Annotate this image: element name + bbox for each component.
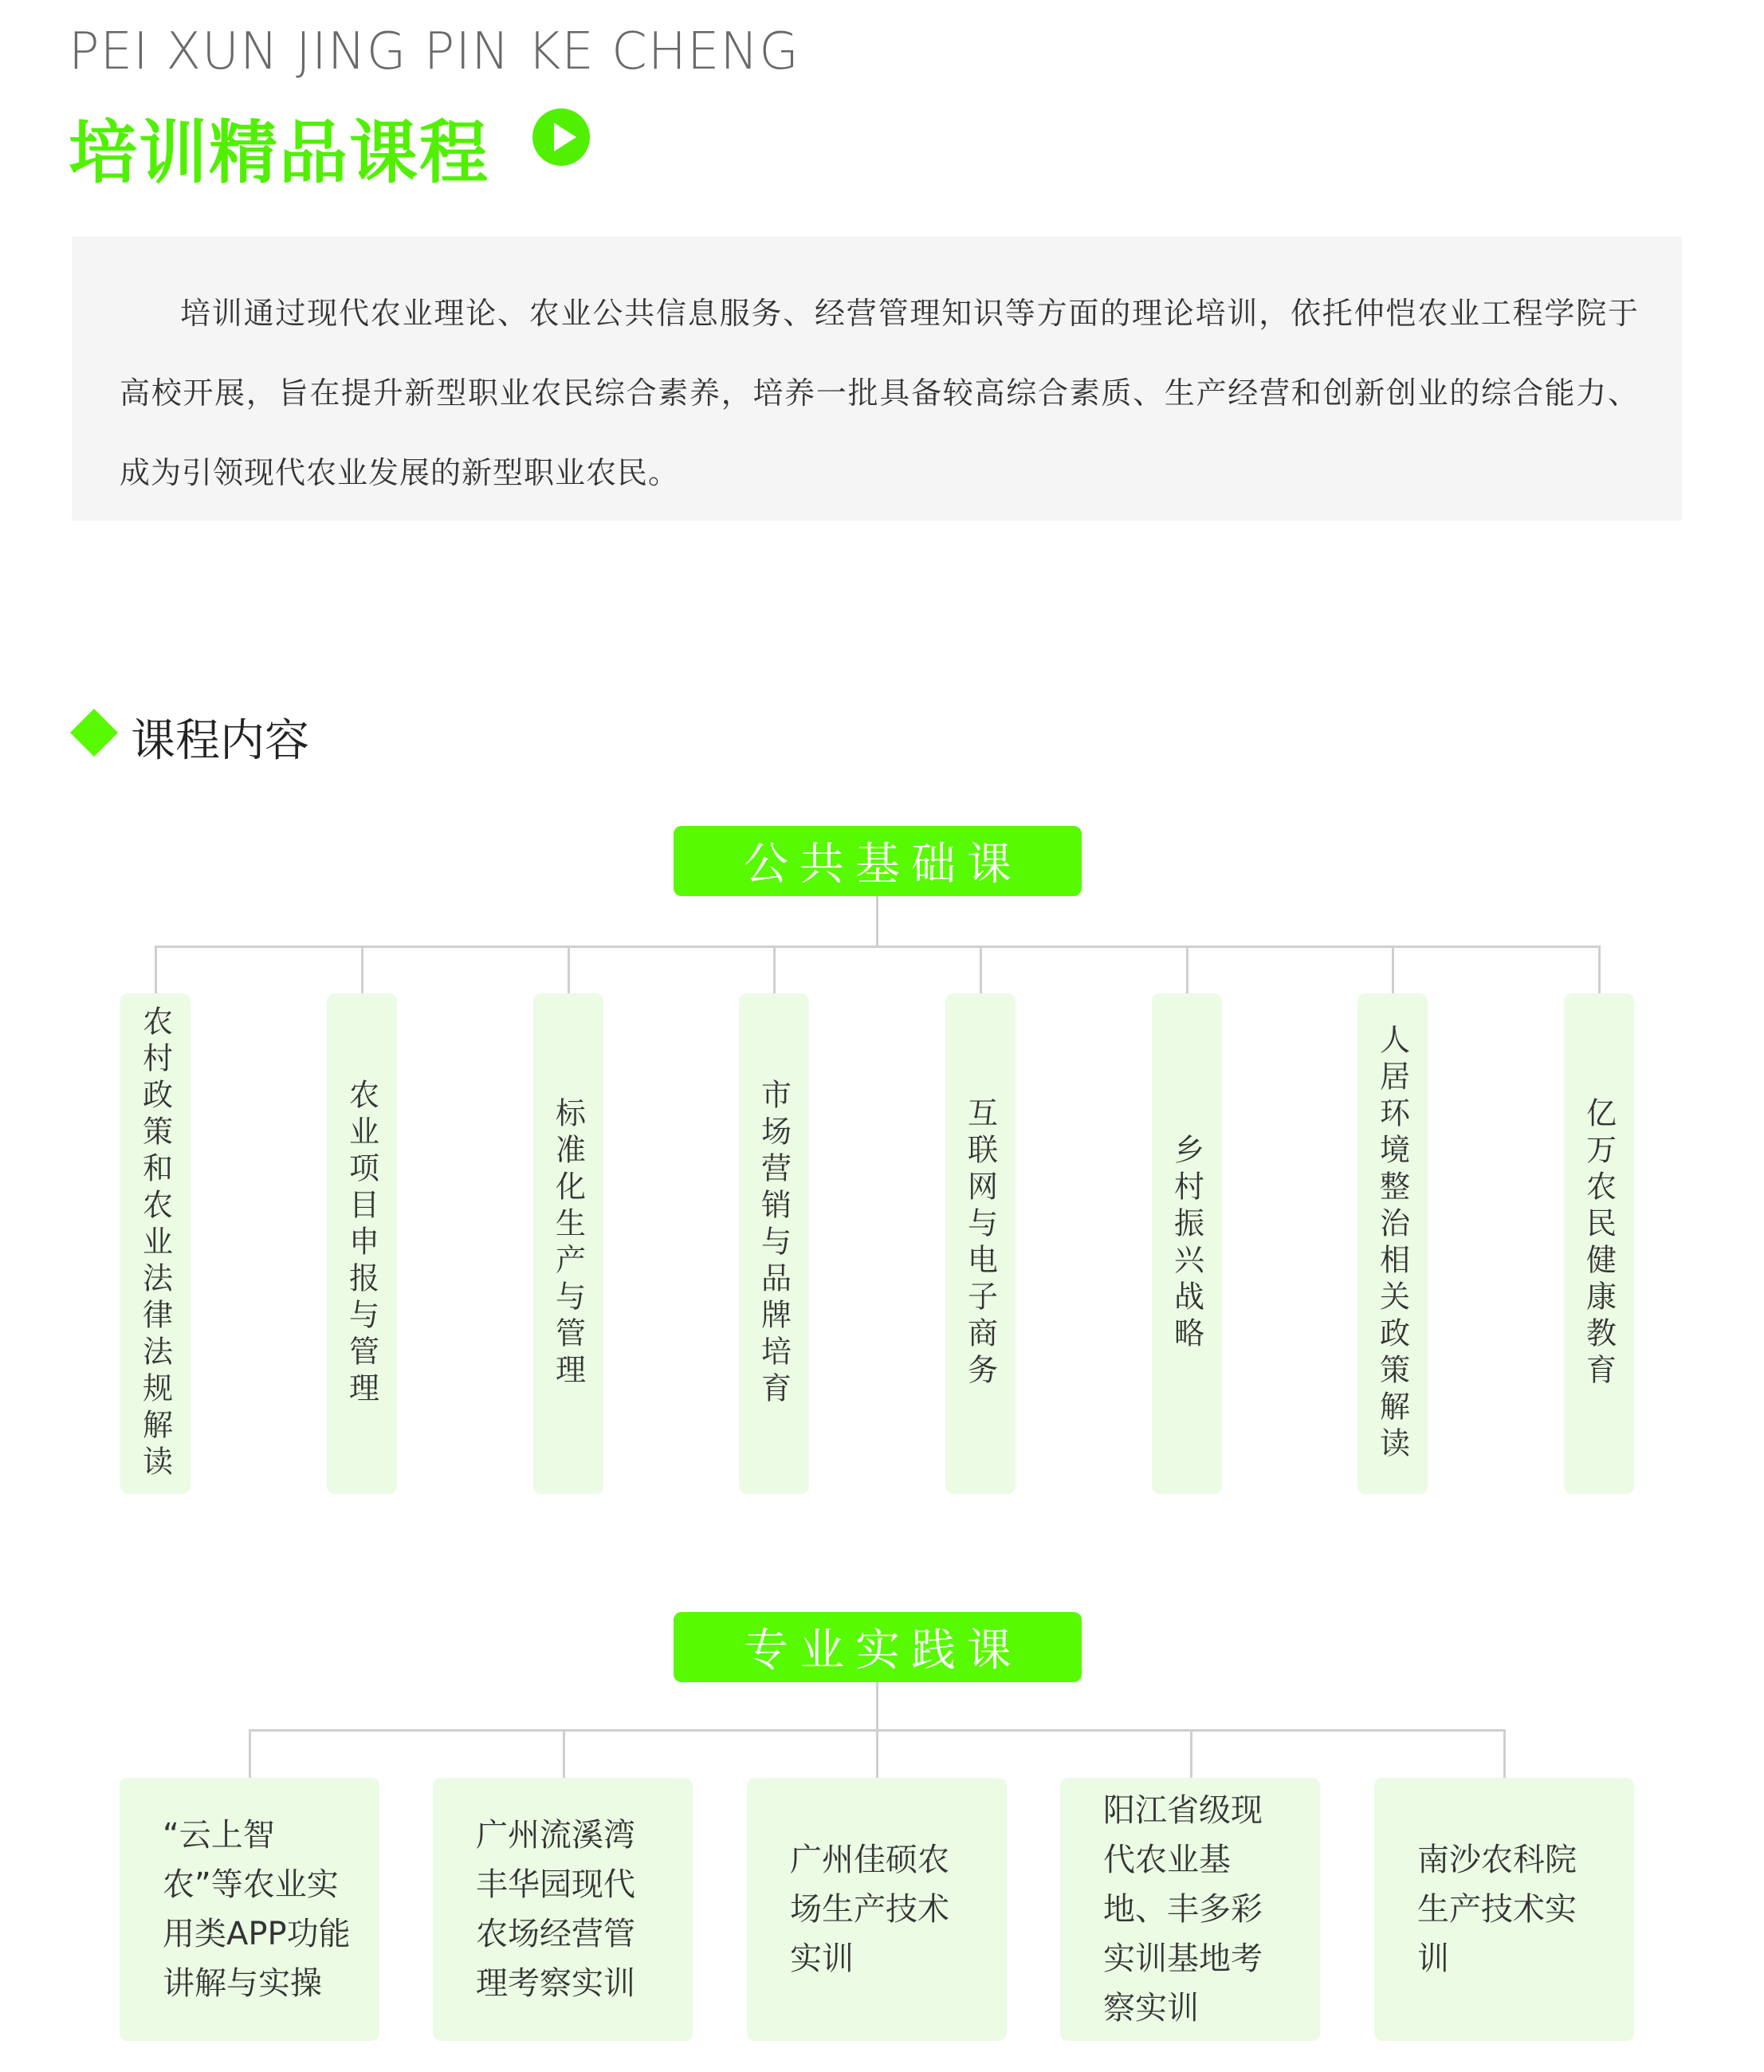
play-circle-icon (529, 105, 593, 169)
course-card-label: 农业项目申报与管理 (344, 1079, 379, 1409)
course-card (533, 993, 603, 1494)
intro-box (72, 237, 1682, 521)
connector-line (876, 1729, 878, 1779)
course-card-label: 互联网与电子商务 (962, 1097, 998, 1390)
connector-line (361, 946, 363, 995)
section-title: 课程内容 (131, 715, 309, 767)
course-card (327, 993, 397, 1494)
course-card (120, 993, 191, 1494)
connector-line (773, 946, 776, 995)
connector-line (876, 1682, 878, 1730)
connector-line (155, 946, 1599, 948)
course-card-label: 标准化生产与管理 (550, 1097, 586, 1390)
course-card (739, 993, 809, 1494)
connector-line (876, 896, 878, 947)
course-card-label: 市场营销与品牌培育 (756, 1079, 792, 1409)
connector-line (1503, 1729, 1506, 1779)
intro-text: 培训通过现代农业理论、农业公共信息服务、经营管理知识等方面的理论培训，依托仲恺农业工程学院于高校开展，旨在提升新型职业农民综合素养，培养一批具备较高综合素质、生产经营和创新创业的综合能力、成为引领现代农业发展的新型职业农民。 (120, 296, 1639, 490)
course-card (1564, 993, 1634, 1494)
practice-card-label: 广州佳硕农场生产技术实训 (790, 1842, 949, 1977)
header-pinyin: PEI XUN JING PIN KE CHENG (69, 22, 799, 81)
connector-line (568, 946, 570, 995)
practice-card (433, 1778, 693, 2041)
course-card-label: 乡村振兴战略 (1169, 1134, 1204, 1354)
practice-card-label: 阳江省级现代农业基地、丰多彩实训基地考察实训 (1103, 1792, 1263, 2027)
connector-line (1392, 946, 1394, 995)
page-title: 培训精品课程 (69, 113, 489, 193)
practice-card-label: “云上智农”等农业实用类APP功能讲解与实操 (163, 1817, 351, 2002)
practice-card-label: 广州流溪湾丰华园现代农场经营管理考察实训 (476, 1817, 635, 2002)
practice-courses-label: 专业实践课 (744, 1625, 1023, 1677)
practice-card (747, 1778, 1007, 2041)
course-card-label: 人居环境整治相关政策解读 (1374, 1024, 1410, 1464)
course-card (1152, 993, 1222, 1494)
public-courses-label: 公共基础课 (744, 839, 1023, 891)
connector-line (1190, 1729, 1192, 1779)
practice-courses-badge (674, 1612, 1082, 1682)
connector-line (249, 1729, 251, 1779)
practice-card-label: 南沙农科院生产技术实训 (1417, 1842, 1577, 1977)
connector-line (563, 1729, 565, 1779)
course-card-label: 农村政策和农业法律法规解读 (137, 1005, 173, 1482)
connector-line (155, 946, 157, 995)
course-card (1357, 993, 1428, 1494)
diamond-icon (69, 707, 120, 758)
connector-line (1186, 946, 1188, 995)
public-courses-badge (674, 826, 1082, 896)
practice-card (120, 1778, 379, 2041)
practice-card (1374, 1778, 1634, 2041)
practice-card (1060, 1778, 1320, 2041)
course-card (945, 993, 1016, 1494)
course-card-label: 亿万农民健康教育 (1581, 1097, 1617, 1390)
connector-line (1598, 946, 1601, 995)
connector-line (980, 946, 982, 995)
